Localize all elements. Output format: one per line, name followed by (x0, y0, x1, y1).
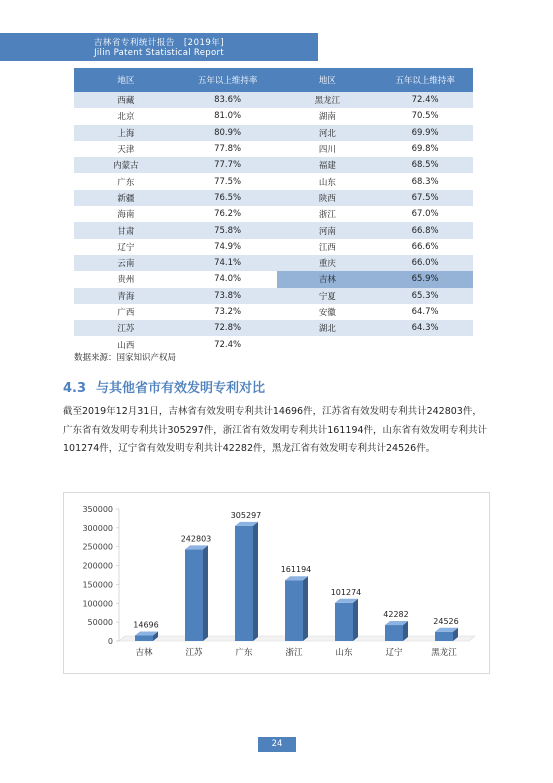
cell-rate-right: 68.3% (377, 173, 473, 189)
cell-region-right: 山东 (277, 173, 377, 189)
table-row (74, 271, 473, 287)
chart-svg (64, 493, 489, 673)
cell-rate-left: 76.2% (178, 206, 278, 222)
cell-region-left: 上海 (74, 125, 178, 141)
table-row (74, 157, 473, 173)
cell-rate-left: 83.6% (178, 92, 278, 108)
data-label: 161194 (280, 565, 312, 575)
cell-rate-left: 77.8% (178, 141, 278, 157)
cell-rate-right: 70.5% (377, 108, 473, 124)
section-heading (63, 377, 265, 396)
cell-region-right (277, 336, 377, 352)
header-rate-right: 五年以上维持率 (377, 68, 473, 92)
cell-rate-right: 64.3% (377, 320, 473, 336)
cell-region-right: 湖南 (277, 108, 377, 124)
table-row (74, 304, 473, 320)
cell-rate-left: 76.5% (178, 190, 278, 206)
bar-front (335, 603, 353, 641)
cell-region-right: 宁夏 (277, 288, 377, 304)
cell-rate-left: 81.0% (178, 108, 278, 124)
cell-rate-right: 66.0% (377, 255, 473, 271)
table-row (74, 288, 473, 304)
header-region-right: 地区 (277, 68, 377, 92)
cell-rate-right: 68.5% (377, 157, 473, 173)
cell-region-left: 辽宁 (74, 239, 178, 255)
table-row (74, 141, 473, 157)
bar-front (235, 526, 253, 641)
category-label: 江苏 (185, 648, 203, 658)
cell-region-left: 云南 (74, 255, 178, 271)
cell-region-left: 江苏 (74, 320, 178, 336)
bar-front (285, 580, 303, 641)
cell-region-left: 广东 (74, 173, 178, 189)
cell-region-left: 贵州 (74, 271, 178, 287)
table-row (74, 108, 473, 124)
cell-rate-left: 74.9% (178, 239, 278, 255)
cell-region-right: 黑龙江 (277, 92, 377, 108)
cell-rate-left: 77.5% (178, 173, 278, 189)
table-row (74, 206, 473, 222)
y-tick-label: 200000 (82, 561, 113, 571)
cell-region-left: 内蒙古 (74, 157, 178, 173)
section-title: 与其他省市有效发明专利对比 (96, 381, 266, 396)
category-label: 辽宁 (385, 648, 403, 658)
table-row (74, 92, 473, 108)
maintenance-rate-table (74, 68, 473, 353)
cell-rate-left: 75.8% (178, 222, 278, 238)
cell-rate-right: 65.3% (377, 288, 473, 304)
cell-region-left: 青海 (74, 288, 178, 304)
table-row (74, 222, 473, 238)
bar-front (185, 549, 203, 641)
cell-region-left: 新疆 (74, 190, 178, 206)
cell-region-left: 天津 (74, 141, 178, 157)
cell-region-left: 海南 (74, 206, 178, 222)
cell-region-left: 北京 (74, 108, 178, 124)
cell-rate-right: 72.4% (377, 92, 473, 108)
bar-front (135, 635, 153, 641)
bar-side (203, 545, 208, 641)
cell-rate-right: 69.9% (377, 125, 473, 141)
cell-region-right: 吉林 (277, 271, 377, 287)
bar-front (435, 632, 453, 641)
category-label: 吉林 (135, 648, 153, 658)
bar-side (253, 522, 258, 641)
cell-region-right: 河北 (277, 125, 377, 141)
cell-rate-right: 69.8% (377, 141, 473, 157)
cell-rate-left: 72.4% (178, 336, 278, 352)
cell-rate-left: 77.7% (178, 157, 278, 173)
cell-region-right: 福建 (277, 157, 377, 173)
table-body (74, 92, 473, 353)
data-label: 24526 (433, 616, 459, 626)
cell-region-right: 陕西 (277, 190, 377, 206)
y-tick-label: 100000 (82, 599, 113, 609)
data-label: 101274 (330, 587, 362, 597)
page-number: 24 (258, 737, 296, 752)
section-number: 4.3 (63, 381, 87, 396)
table-row (74, 239, 473, 255)
table-row (74, 320, 473, 336)
cell-rate-right: 64.7% (377, 304, 473, 320)
cell-rate-right (377, 336, 473, 352)
header-rate-left: 五年以上维持率 (178, 68, 278, 92)
data-label: 42282 (383, 610, 409, 620)
cell-rate-right: 65.9% (377, 271, 473, 287)
cell-region-left: 甘肃 (74, 222, 178, 238)
category-label: 广东 (235, 648, 253, 658)
cell-region-right: 浙江 (277, 206, 377, 222)
cell-rate-left: 73.2% (178, 304, 278, 320)
y-tick-label: 50000 (87, 618, 113, 628)
cell-rate-left: 74.1% (178, 255, 278, 271)
table-row (74, 173, 473, 189)
category-label: 黑龙江 (431, 648, 457, 658)
bar-front (385, 625, 403, 641)
header-title-cn: 吉林省专利统计报告 [2019年] (93, 38, 225, 48)
cell-region-left: 西藏 (74, 92, 178, 108)
header-region-left: 地区 (74, 68, 178, 92)
category-label: 山东 (335, 648, 353, 658)
table-header-row (74, 68, 473, 92)
data-label: 242803 (180, 534, 212, 544)
cell-region-left: 山西 (74, 336, 178, 352)
patent-comparison-chart (63, 492, 490, 674)
cell-rate-right: 66.6% (377, 239, 473, 255)
data-label: 14696 (133, 620, 159, 630)
y-tick-label: 250000 (82, 542, 113, 552)
cell-region-right: 安徽 (277, 304, 377, 320)
y-tick-label: 150000 (82, 580, 113, 590)
cell-rate-left: 73.8% (178, 288, 278, 304)
table-row (74, 255, 473, 271)
cell-region-right: 河南 (277, 222, 377, 238)
cell-rate-right: 66.8% (377, 222, 473, 238)
report-header (0, 33, 318, 61)
cell-rate-left: 72.8% (178, 320, 278, 336)
bar-side (303, 576, 308, 641)
source-note: 数据来源：国家知识产权局 (74, 353, 177, 363)
cell-rate-right: 67.5% (377, 190, 473, 206)
cell-rate-right: 67.0% (377, 206, 473, 222)
bar-side (353, 599, 358, 641)
body-paragraph: 截至2019年12月31日，吉林省有效发明专利共计14696件，江苏省有效发明专利共计242803件，广东省有效发明专利共计305297件，浙江省有效发明专利共计161194件，山东省有效发明专利共计101274件，辽宁省有效发明专利共计42282件，黑龙江省有效发明专利共计24526件。 (63, 406, 488, 454)
table-row (74, 190, 473, 206)
cell-rate-left: 74.0% (178, 271, 278, 287)
y-tick-label: 0 (107, 637, 113, 646)
cell-region-right: 四川 (277, 141, 377, 157)
cell-region-right: 湖北 (277, 320, 377, 336)
cell-region-right: 江西 (277, 239, 377, 255)
cell-rate-left: 80.9% (178, 125, 278, 141)
category-label: 浙江 (285, 648, 303, 658)
y-tick-label: 350000 (82, 505, 113, 514)
y-tick-label: 300000 (82, 523, 113, 533)
cell-region-right: 重庆 (277, 255, 377, 271)
cell-region-left: 广西 (74, 304, 178, 320)
data-label: 305297 (230, 510, 262, 520)
table-row (74, 125, 473, 141)
header-title-en: Jilin Patent Statistical Report (94, 48, 224, 58)
